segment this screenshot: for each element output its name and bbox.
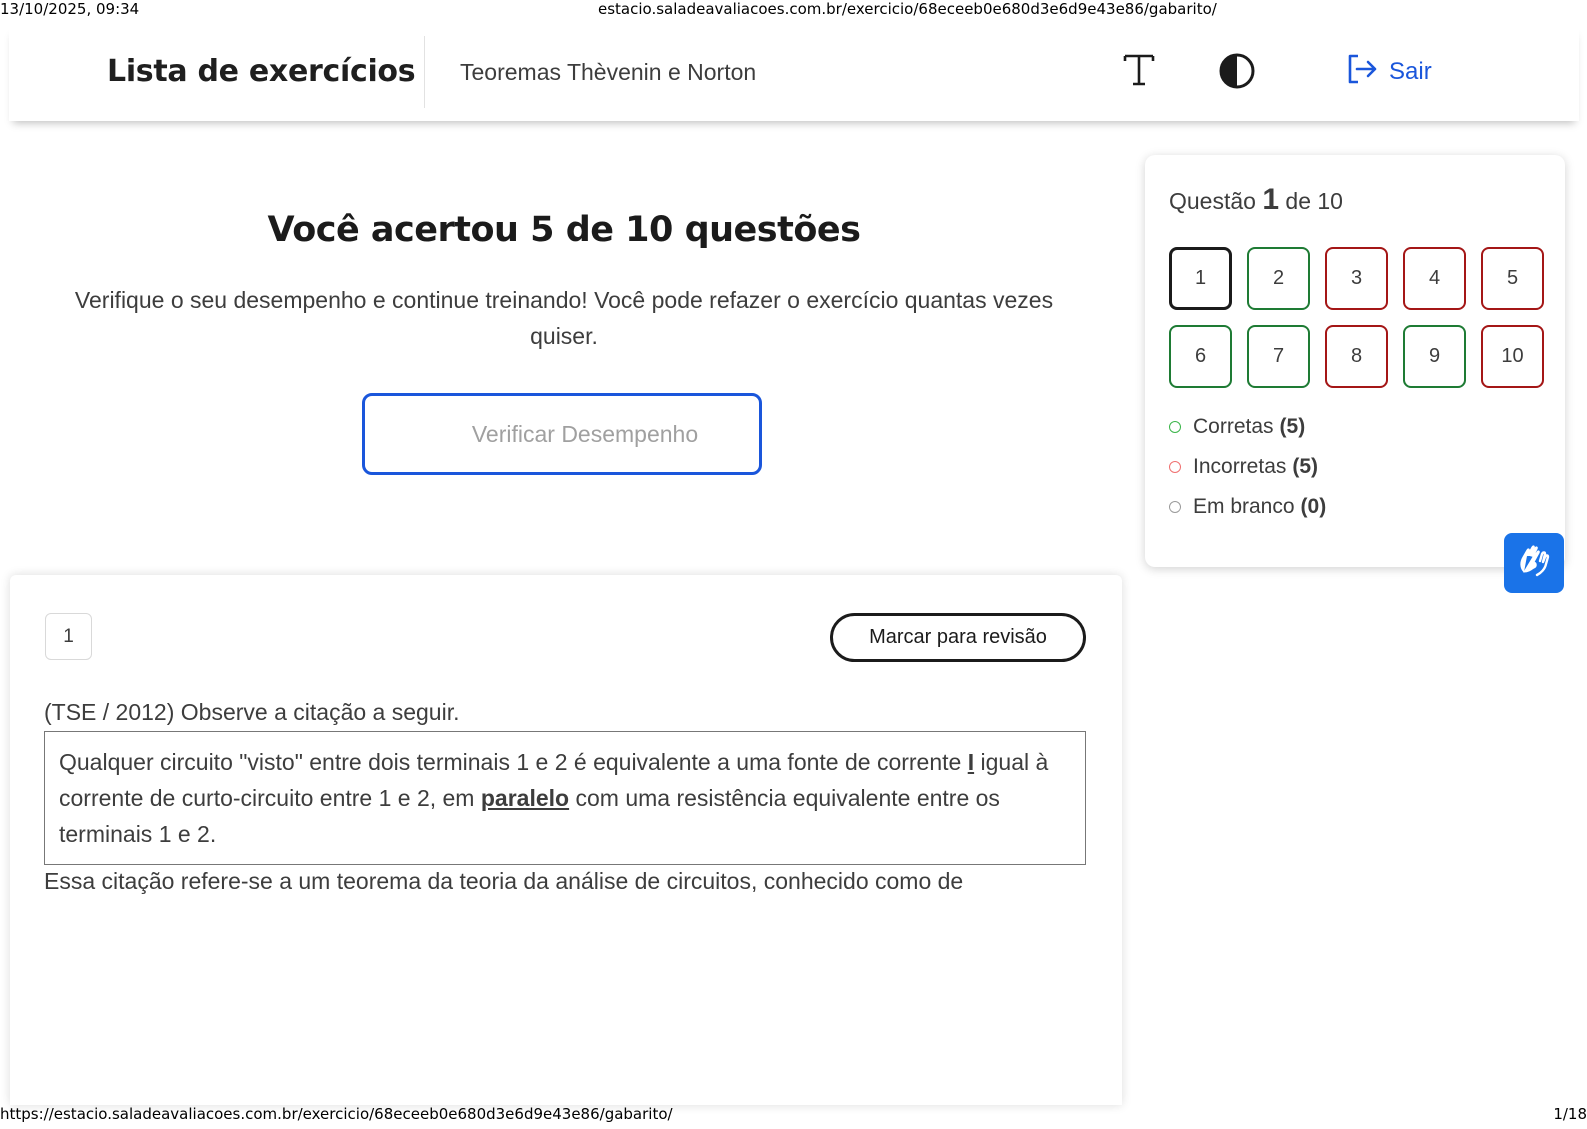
navigator-suffix: de 10: [1285, 188, 1343, 214]
verify-performance-button[interactable]: Verificar Desempenho: [362, 393, 762, 475]
question-quote: [44, 731, 1086, 865]
question-nav-button-10[interactable]: 10: [1481, 325, 1544, 388]
legend-incorrect-count: (5): [1292, 455, 1319, 478]
exercise-topic: Teoremas Thèvenin e Norton: [460, 59, 757, 85]
page-title: Lista de exercícios: [107, 54, 416, 89]
print-page-number: 1/18: [1553, 1105, 1587, 1123]
legend-blank-count: (0): [1300, 495, 1327, 518]
print-footer-url: https://estacio.saladeavaliacoes.com.br/exercicio/68eceeb0e680d3e6d9e43e86/gabarito/: [0, 1105, 673, 1123]
print-header: [0, 0, 1587, 18]
navigator-prefix: Questão: [1169, 188, 1256, 214]
question-nav-button-6[interactable]: 6: [1169, 325, 1232, 388]
sign-language-hands-icon: [1515, 542, 1553, 585]
quote-text-1: Qualquer circuito "visto" entre dois terminais 1 e 2 é equivalente a uma fonte de corrente: [59, 749, 968, 775]
text-size-icon[interactable]: [1121, 50, 1157, 90]
quote-text-2: igual à corrente de curto-circuito entre 1 e 2, em: [59, 749, 1049, 811]
question-nav-button-8[interactable]: 8: [1325, 325, 1388, 388]
question-nav-button-5[interactable]: 5: [1481, 247, 1544, 310]
sign-language-button[interactable]: [1504, 533, 1564, 593]
legend-blank-label: Em branco: [1193, 495, 1295, 518]
question-number-badge: 1: [45, 613, 92, 660]
blank-dot-icon: [1169, 501, 1181, 513]
legend-correct-label: Corretas: [1193, 415, 1274, 438]
correct-dot-icon: [1169, 421, 1181, 433]
question-navigator: [1145, 155, 1565, 567]
legend-correct: [1169, 407, 1326, 447]
result-message: Verifique o seu desempenho e continue treinando! Você pode refazer o exercício quantas vezes quiser.: [74, 287, 1054, 349]
result-title: Você acertou 5 de 10 questões: [267, 210, 861, 250]
legend-correct-count: (5): [1279, 415, 1306, 438]
question-intro: (TSE / 2012) Observe a citação a seguir.: [44, 699, 460, 725]
print-datetime: 13/10/2025, 09:34: [0, 0, 140, 18]
contrast-icon[interactable]: [1217, 51, 1257, 91]
print-header-url: estacio.saladeavaliacoes.com.br/exercicio/68eceeb0e680d3e6d9e43e86/gabarito/: [598, 0, 1217, 18]
print-footer: [0, 1105, 1587, 1123]
mark-for-review-button[interactable]: Marcar para revisão: [830, 613, 1086, 662]
quote-bold-current: I: [967, 749, 975, 775]
legend-incorrect: [1169, 447, 1326, 487]
question-card: [10, 575, 1122, 1105]
result-section: [10, 210, 1118, 354]
question-nav-button-4[interactable]: 4: [1403, 247, 1466, 310]
legend-blank: [1169, 487, 1326, 527]
question-nav-button-1[interactable]: 1: [1169, 247, 1232, 310]
navigator-legend: [1169, 407, 1326, 527]
logout-label: Sair: [1389, 58, 1432, 85]
quote-text-3: com uma resistência equivalente entre os terminais 1 e 2.: [59, 785, 1000, 847]
logout-icon: [1345, 52, 1379, 93]
question-nav-button-9[interactable]: 9: [1403, 325, 1466, 388]
question-statement: Essa citação refere-se a um teorema da teoria da análise de circuitos, conhecido como de: [44, 868, 964, 894]
question-nav-button-2[interactable]: 2: [1247, 247, 1310, 310]
question-nav-button-3[interactable]: 3: [1325, 247, 1388, 310]
header-divider: [424, 36, 425, 108]
navigator-title: [1169, 183, 1343, 217]
question-grid: [1169, 247, 1544, 388]
legend-incorrect-label: Incorretas: [1193, 455, 1287, 478]
top-bar: [9, 26, 1579, 121]
question-nav-button-7[interactable]: 7: [1247, 325, 1310, 388]
incorrect-dot-icon: [1169, 461, 1181, 473]
navigator-current: 1: [1262, 183, 1280, 216]
logout-button[interactable]: [1345, 54, 1432, 90]
quote-bold-paralelo: paralelo: [480, 785, 570, 811]
